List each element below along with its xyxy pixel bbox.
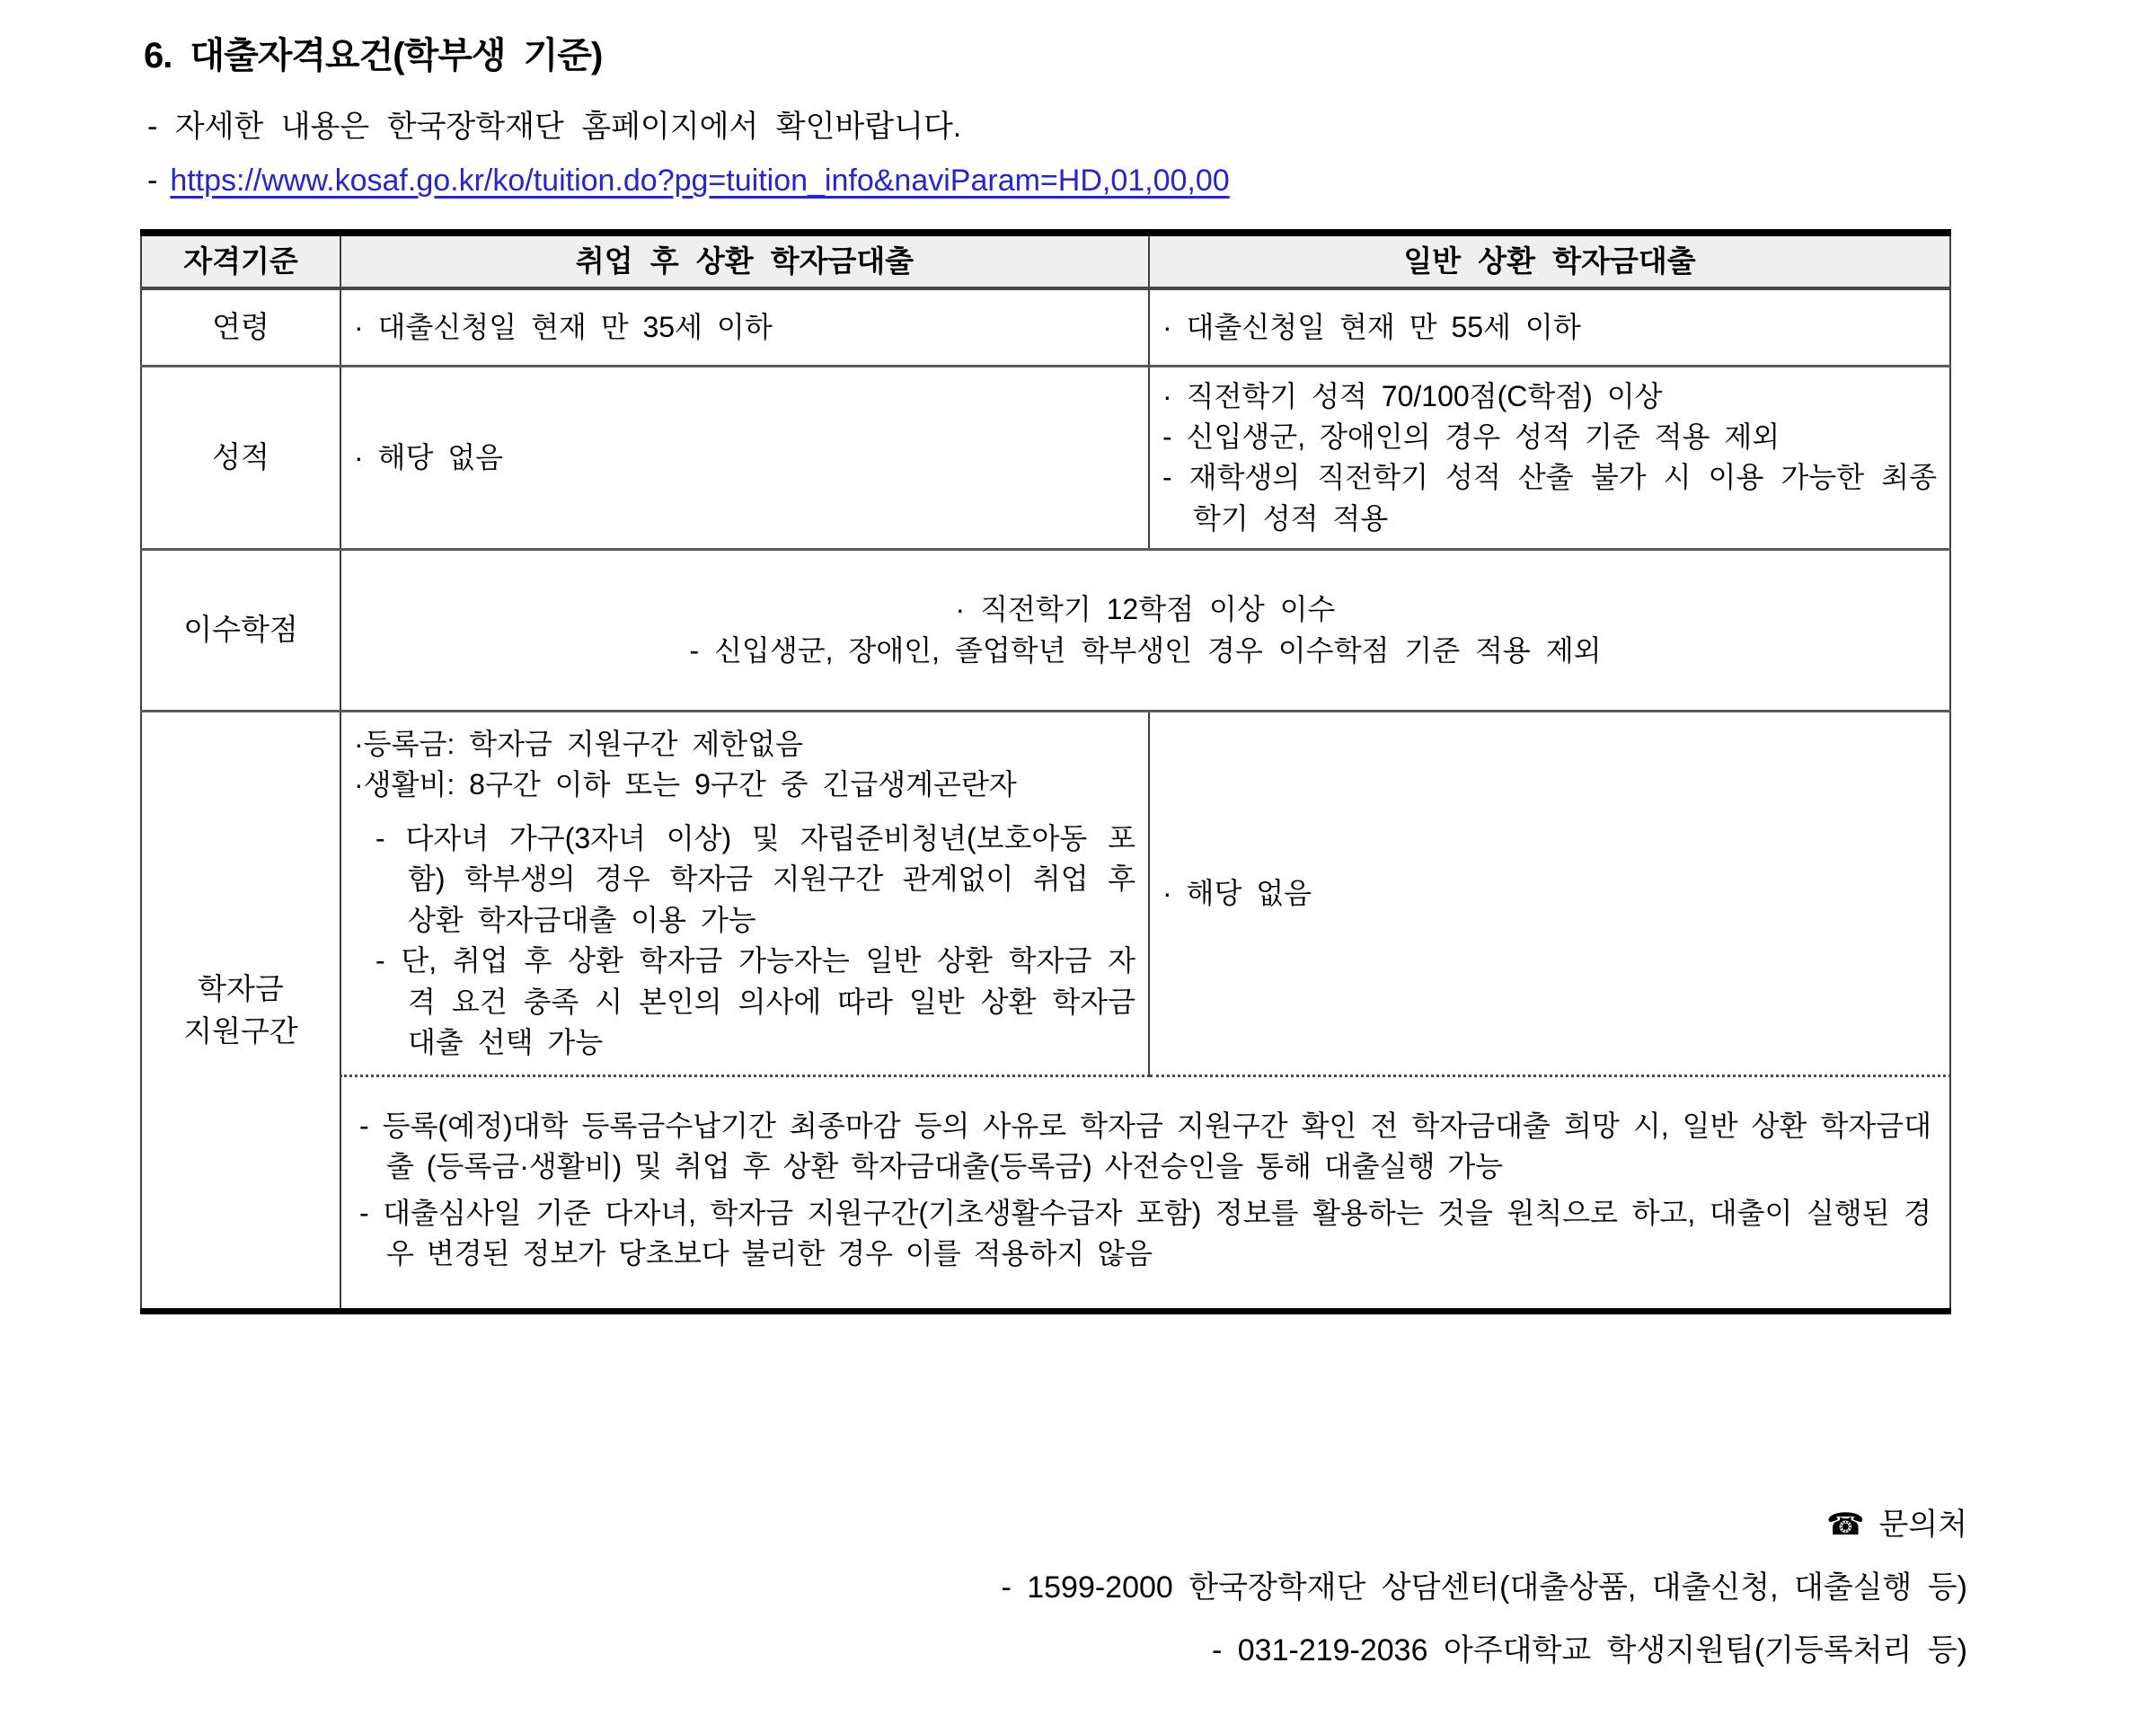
age-icl-cell: · 대출신청일 현재 만 35세 이하 <box>340 288 1149 366</box>
contact-footer <box>140 1494 1967 1682</box>
homepage-link-line <box>147 164 2156 199</box>
bracket-icl-line: - 다자녀 가구(3자녀 이상) 및 자립준비청년(보호아동 포함) 학부생의 경우 학자금 지원구간 관계없이 취업 후 상환 학자금대출 이용 가능 <box>376 821 1135 936</box>
intro-line: - 자세한 내용은 한국장학재단 홈페이지에서 확인바랍니다. <box>147 110 962 144</box>
table-row-income-bracket <box>141 712 1950 1076</box>
table-row-credits <box>141 550 1950 712</box>
grade-standard-line: - 신입생군, 장애인의 경우 성적 기준 적용 제외 <box>1162 420 1780 453</box>
credits-line: · 직전학기 12학점 이상 이수 <box>955 593 1336 626</box>
row-label-credits: 이수학점 <box>141 550 340 712</box>
bracket-icl-line: ·등록금: 학자금 지원구간 제한없음 <box>354 728 803 760</box>
bracket-icl-line: ·생활비: 8구간 이하 또는 9구간 중 긴급생계곤란자 <box>354 768 1017 801</box>
credits-line: - 신입생군, 장애인, 졸업학년 학부생인 경우 이수학점 기준 적용 제외 <box>689 633 1602 667</box>
bracket-note-line: - 등록(예정)대학 등록금수납기간 최종마감 등의 사유로 학자금 지원구간 확인 전 학자금대출 희망 시, 일반 상환 학자금대출 (등록금·생활비) 및 취업 후 상환 학자금대출(등록금) 사전승인을 통해 대출실행 가능 <box>359 1109 1931 1183</box>
header-cell-standard-loan: 일반 상환 학자금대출 <box>1149 233 1950 288</box>
table-row-bracket-notes <box>141 1076 1950 1312</box>
table-header-row <box>141 233 1950 288</box>
row-label-income-bracket <box>141 712 340 1312</box>
age-standard-cell: · 대출신청일 현재 만 55세 이하 <box>1149 288 1950 366</box>
eligibility-table <box>140 229 1951 1314</box>
link-dash: - <box>147 164 158 198</box>
kosaf-homepage-link[interactable]: https://www.kosaf.go.kr/ko/tuition.do?pg=tuition_info&naviParam=HD,01,00,00 <box>170 164 1230 198</box>
page-title: 6. 대출자격요건(학부생 기준) <box>144 36 603 75</box>
grade-standard-line: · 직전학기 성적 70/100점(C학점) 이상 <box>1162 379 1663 412</box>
table-row-age <box>141 288 1950 366</box>
contact-title: 문의처 <box>1878 1508 1967 1543</box>
grade-standard-cell <box>1149 366 1950 550</box>
row-label-age: 연령 <box>141 288 340 366</box>
header-cell-icl-loan: 취업 후 상환 학자금대출 <box>340 233 1149 288</box>
bracket-label-line1: 학자금 <box>198 971 284 1005</box>
bracket-icl-cell <box>340 712 1149 1076</box>
bracket-notes-cell <box>340 1076 1950 1312</box>
contact-line-university: - 031-219-2036 아주대학교 학생지원팀(기등록처리 등) <box>1212 1632 1967 1667</box>
contact-title-line <box>140 1494 1967 1557</box>
row-label-grade: 성적 <box>141 366 340 550</box>
bracket-note-line: - 대출심사일 기준 다자녀, 학자금 지원구간(기초생활수급자 포함) 정보를 활용하는 것을 원칙으로 하고, 대출이 실행된 경우 변경된 정보가 당초보다 불리한 경우 이를 적용하지 않음 <box>359 1196 1931 1270</box>
credits-merged-cell <box>340 550 1950 712</box>
bracket-icl-line: - 단, 취업 후 상환 학자금 가능자는 일반 상환 학자금 자격 요건 충족 시 본인의 의사에 따라 일반 상환 학자금대출 선택 가능 <box>376 944 1135 1059</box>
telephone-icon: ☎ <box>1826 1508 1865 1543</box>
grade-icl-cell: · 해당 없음 <box>340 366 1149 550</box>
contact-line-kosaf: - 1599-2000 한국장학재단 상담센터(대출상품, 대출신청, 대출실행 등) <box>1001 1570 1967 1605</box>
header-cell-criteria: 자격기준 <box>141 233 340 288</box>
grade-standard-line: - 재학생의 직전학기 성적 산출 불가 시 이용 가능한 최종 학기 성적 적용 <box>1162 461 1937 535</box>
table-row-grade <box>141 366 1950 550</box>
bracket-standard-cell: · 해당 없음 <box>1149 712 1950 1076</box>
bracket-label-line2: 지원구간 <box>183 1013 298 1048</box>
